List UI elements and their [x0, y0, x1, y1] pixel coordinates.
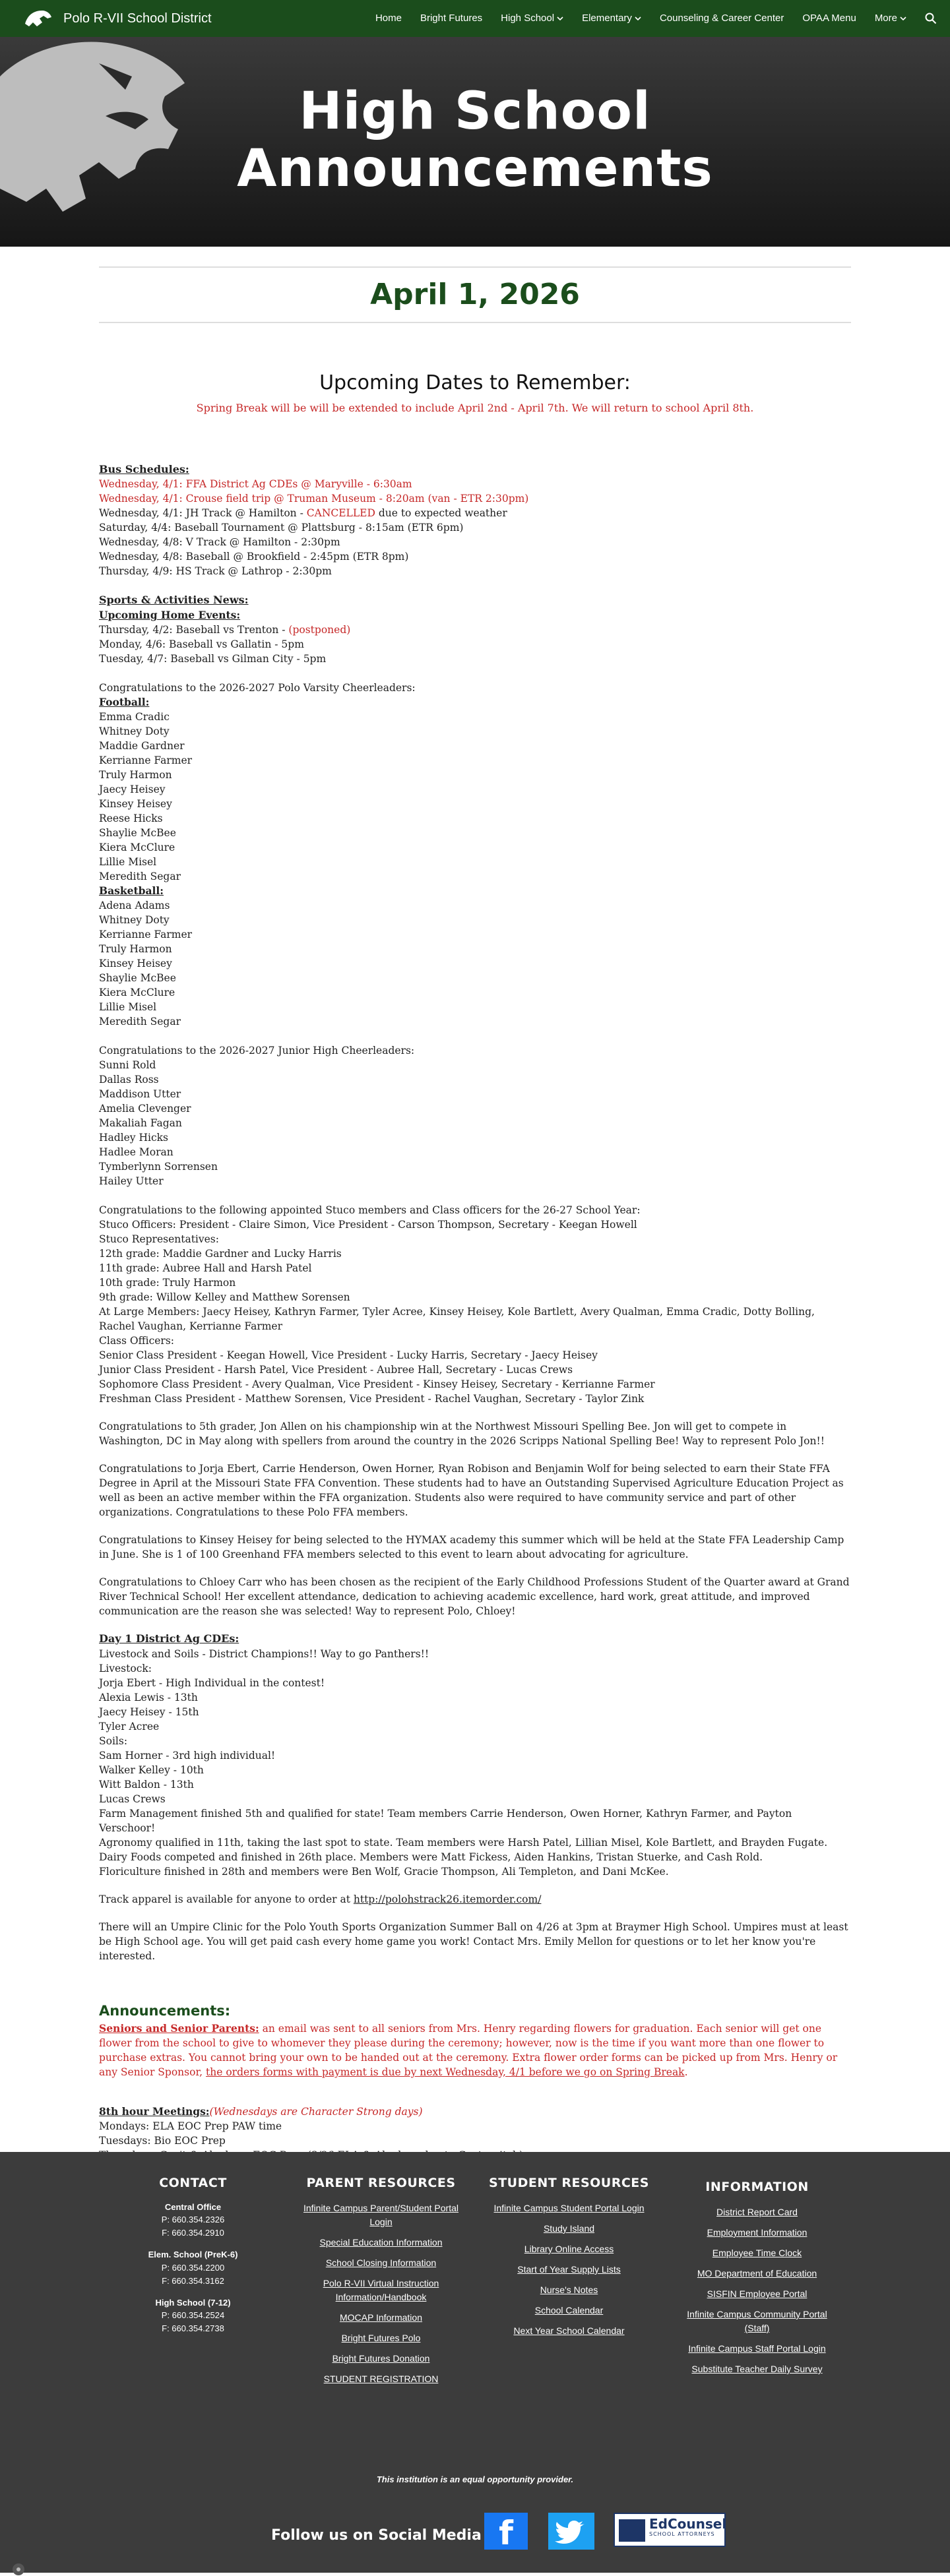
footer-link[interactable]: Employment Information — [707, 2226, 808, 2238]
contact-group — [99, 2249, 287, 2287]
cheerleader-name: Kerrianne Farmer — [99, 929, 193, 941]
home-events-title: Upcoming Home Events: — [99, 609, 241, 622]
main-content — [99, 247, 851, 2162]
contact-group — [99, 2201, 287, 2240]
top-navigation — [0, 0, 950, 37]
contact-group — [99, 2297, 287, 2335]
cheerleader-name: Maddison Utter — [99, 1088, 181, 1101]
search-icon[interactable] — [925, 13, 937, 24]
cheerleader-name: Maddie Gardner — [99, 740, 185, 752]
basketball-cheer-list — [99, 898, 851, 1029]
eighth-hour-heading: 8th hour Meetings:(Wednesdays are Character Strong days) — [99, 2104, 423, 2118]
bus-line: Thursday, 4/9: HS Track @ Lathrop - 2:30pm — [99, 565, 332, 578]
cde-result-line: Agronomy qualified in 11th, taking the last spot to state. Team members were Harsh Patel, Lillian Misel, Kole Bartlett, and Brayden Fugate. — [99, 1836, 828, 1849]
contact-group-name: Elem. School (PreK-6) — [148, 2250, 238, 2260]
umpire-clinic-paragraph: There will an Umpire Clinic for the Polo Youth Sports Organization Summer Ball on 4/26 at 3pm at Braymer High School. Umpires must at least be High School age. You will get paid cash every home game you work! Contact Mrs. Emily Mellon for questions or to let her know you're interested. — [99, 1920, 848, 1962]
football-label: Football: — [99, 696, 150, 709]
cde-result-line: Farm Management finished 5th and qualified for state! Team members Carrie Henderson, Owen Horner, Kathryn Farmer, and Payton Verschoor! — [99, 1807, 792, 1834]
chevron-down-icon — [557, 16, 563, 21]
basketball-label: Basketball: — [99, 884, 164, 898]
footer-link[interactable]: Infinite Campus Parent/Student Portal Login — [303, 2202, 459, 2227]
bus-line: Wednesday, 4/8: V Track @ Hamilton - 2:30pm — [99, 536, 340, 549]
cheerleader-name: Jaecy Heisey — [99, 783, 166, 796]
footer-link[interactable]: Next Year School Calendar — [513, 2325, 625, 2336]
contact-phone: P: 660.354.2200 — [161, 2262, 225, 2273]
stuco-section — [99, 1203, 851, 1406]
cheerleader-name: Reese Hicks — [99, 813, 163, 825]
nav-bright-futures[interactable]: Bright Futures — [420, 13, 483, 24]
cde-result-line: Livestock and Soils - District Champions!! Way to go Panthers!! — [99, 1647, 429, 1660]
information-heading: INFORMATION — [705, 2180, 809, 2194]
sports-news — [99, 593, 851, 666]
cde-result-line: Floriculture finished in 28th and members were Ben Wolf, Gracie Thompson, Ali Templeton, and Dani McKee. — [99, 1865, 669, 1878]
cheerleader-name: Hadley Hicks — [99, 1132, 168, 1144]
stuco-line: Freshman Class President - Matthew Sorensen, Vice President - Rachel Vaughan, Secretary - Taylor Zink — [99, 1393, 645, 1405]
cde-result-line: Jaecy Heisey - 15th — [99, 1705, 199, 1718]
stuco-line: Stuco Representatives: — [99, 1233, 219, 1246]
stuco-line: 10th grade: Truly Harmon — [99, 1277, 236, 1289]
footer-link[interactable]: School Closing Information — [325, 2257, 437, 2268]
bus-schedules-title: Bus Schedules: — [99, 462, 189, 475]
student-of-quarter-paragraph: Congratulations to Chloey Carr who has been chosen as the recipient of the Early Childhood Professions Student of the Quarter award at Grand River Technical School! Her excellent attendance, dedication to achieving academic excellence, hard work, great attitude, and improved communication are the reason she was selected! Way to represent Polo, Chloey! — [99, 1576, 850, 1618]
follow-social-heading: Follow us on Social Media — [271, 2527, 482, 2544]
cheerleader-name: Tymberlynn Sorrensen — [99, 1161, 218, 1173]
jh-cheer-intro: Congratulations to the 2026-2027 Junior High Cheerleaders: — [99, 1045, 415, 1057]
stuco-line: Stuco Officers: President - Claire Simon, Vice President - Carson Thompson, Secretary - Keegan Howell — [99, 1219, 637, 1231]
footer-parent-resources — [287, 2174, 475, 2393]
seniors-announcement: Seniors and Senior Parents: an email was sent to all seniors from Mrs. Henry regarding flowers for graduation. Each senior will get one flower from the school to give to whomever they please during the ceremony; however, now is the time if you want more than one flower to purchase extras. You cannot bring your own to be handed out at the ceremony. Extra flower order forms can be picked up from Mrs. Henry or any Senior Sponsor, the orders forms with payment is due by next Wednesday, 4/1 before we go on Spring Break. — [99, 2021, 838, 2078]
contact-fax: F: 660.354.2910 — [162, 2228, 224, 2238]
parent-resources-heading: PARENT RESOURCES — [306, 2176, 456, 2190]
stuco-line: Junior Class President - Harsh Patel, Vice President - Aubree Hall, Secretary - Lucas Crews — [99, 1364, 573, 1376]
ag-cde-results — [99, 1632, 851, 1879]
bus-line: Saturday, 4/4: Baseball Tournament @ Plattsburg - 8:15am (ETR 6pm) — [99, 522, 464, 534]
contact-phone: P: 660.354.2524 — [161, 2310, 225, 2321]
settings-icon[interactable] — [12, 2563, 25, 2576]
footer-link[interactable]: Nurse's Notes — [540, 2284, 598, 2295]
footer-link[interactable]: Bright Futures Donation — [332, 2352, 430, 2364]
footer-link[interactable]: School Calendar — [534, 2304, 604, 2315]
cheerleader-name: Hadlee Moran — [99, 1146, 174, 1159]
footer-link[interactable]: MOCAP Information — [339, 2312, 422, 2323]
stuco-line: Congratulations to the following appointed Stuco members and Class officers for the 26-27 School Year: — [99, 1204, 641, 1217]
footer-link[interactable]: Start of Year Supply Lists — [517, 2263, 621, 2275]
footer-link[interactable]: Library Online Access — [524, 2243, 614, 2254]
cheerleader-name: Shaylie McBee — [99, 827, 176, 840]
jh-cheer-list — [99, 1058, 851, 1188]
edcounsel-logo-icon — [619, 2519, 645, 2542]
cheerleader-name: Kerrianne Farmer — [99, 754, 193, 767]
home-event: Thursday, 4/2: Baseball vs Trenton - (postponed) — [99, 624, 351, 636]
upcoming-dates-heading: Upcoming Dates to Remember: — [319, 371, 631, 394]
cheerleader-name: Kiera McClure — [99, 987, 175, 999]
spelling-bee-paragraph: Congratulations to 5th grader, Jon Allen on his championship win at the Northwest Missouri Spelling Bee. Jon will get to compete in Washington, DC in May along with spellers from around the country in the 2026 Scripps National Spelling Bee! Way to represent Polo Jon!! — [99, 1421, 825, 1448]
meeting-line: Tuesdays: Bio EOC Prep — [99, 2134, 226, 2147]
contact-group-name: Central Office — [164, 2201, 222, 2212]
footer-link[interactable]: Polo R-VII Virtual Instruction Information/Handbook — [323, 2277, 439, 2302]
cheerleader-name: Lillie Misel — [99, 856, 157, 869]
footer-link[interactable]: Study Island — [543, 2223, 595, 2234]
divider — [99, 322, 851, 323]
ffa-degree-paragraph: Congratulations to Jorja Ebert, Carrie Henderson, Owen Horner, Ryan Robison and Benjamin Wolf for being selected to earn their State FFA Degree in April at the Missouri State FFA Convention. These students had to have an Outstanding Supervised Agriculture Education Project as well as been an active member within the FFA organization. Students also were required to have community service and part of other organizations. Congratulations to these Polo FFA members. — [99, 1463, 844, 1519]
cheerleader-name: Whitney Doty — [99, 914, 170, 927]
twitter-icon[interactable] — [548, 2513, 594, 2550]
bus-line: Wednesday, 4/1: Crouse field trip @ Truman Museum - 8:20am (van - ETR 2:30pm) — [99, 493, 529, 505]
chevron-down-icon — [900, 16, 906, 21]
track-apparel-paragraph: Track apparel is available for anyone to order at http://polohstrack26.itemorder.com/ — [99, 1893, 542, 1905]
student-links — [475, 2201, 663, 2338]
hymax-paragraph: Congratulations to Kinsey Heisey for being selected to the HYMAX academy this summer which will be held at the State FFA Leadership Camp in June. She is 1 of 100 Greenhand FFA members selected to this event to learn about advocating for agriculture. — [99, 1534, 844, 1561]
footer-link[interactable]: Infinite Campus Student Portal Login — [493, 2202, 645, 2213]
nav-elementary[interactable]: Elementary — [582, 11, 641, 25]
cheerleader-name: Sunni Rold — [99, 1059, 156, 1072]
track-apparel-link[interactable]: http://polohstrack26.itemorder.com/ — [353, 1893, 542, 1905]
cheerleader-name: Truly Harmon — [99, 769, 172, 782]
stuco-line: Senior Class President - Keegan Howell, Vice President - Lucky Harris, Secretary - Jaecy Heisey — [99, 1349, 598, 1362]
nav-counseling[interactable]: Counseling & Career Center — [659, 13, 784, 24]
footer-link[interactable]: Bright Futures Polo — [341, 2332, 421, 2343]
footer-link[interactable]: Infinite Campus Staff Portal Login — [688, 2343, 826, 2354]
cheerleader-name: Lillie Misel — [99, 1001, 157, 1014]
footer-link[interactable]: Special Education Information — [319, 2236, 443, 2248]
ag-cde-title: Day 1 District Ag CDEs: — [99, 1632, 239, 1645]
nav-more[interactable]: More — [875, 11, 906, 25]
cheerleader-name: Emma Cradic — [99, 711, 170, 723]
contact-heading: CONTACT — [159, 2176, 227, 2190]
cheerleader-name: Whitney Doty — [99, 725, 170, 738]
footer — [0, 2152, 950, 2573]
footer-link[interactable]: District Report Card — [716, 2206, 798, 2217]
contact-group-name: High School (7-12) — [155, 2297, 231, 2308]
cheerleader-name: Meredith Segar — [99, 1016, 181, 1028]
bus-line: Wednesday, 4/8: Baseball @ Brookfield - 2:45pm (ETR 8pm) — [99, 551, 409, 563]
cde-result-line: Livestock: — [99, 1662, 152, 1674]
cheerleader-name: Kinsey Heisey — [99, 798, 172, 811]
cde-result-line: Soils: — [99, 1734, 128, 1747]
contact-phone: P: 660.354.2326 — [161, 2215, 225, 2225]
cheerleader-name: Hailey Utter — [99, 1175, 164, 1188]
contact-fax: F: 660.354.2738 — [162, 2323, 224, 2334]
contact-groups — [99, 2201, 287, 2335]
cde-result-line: Walker Kelley - 10th — [99, 1763, 204, 1776]
footer-link[interactable]: SISFIN Employee Portal — [707, 2288, 808, 2299]
footer-link[interactable]: MO Department of Education — [697, 2267, 817, 2279]
cheerleader-name: Amelia Clevenger — [99, 1103, 191, 1115]
footer-columns — [99, 2174, 851, 2393]
stuco-line: At Large Members: Jaecy Heisey, Kathryn Farmer, Tyler Acree, Kinsey Heisey, Kole Bartlett, Avery Qualman, Emma Cradic, Dotty Bolling, Rachel Vaughan, Kerrianne Farmer — [99, 1306, 815, 1333]
chevron-down-icon — [635, 16, 641, 21]
footer-student-resources — [475, 2174, 663, 2393]
cheerleader-name: Kinsey Heisey — [99, 958, 172, 970]
stuco-line: 12th grade: Maddie Gardner and Lucky Harris — [99, 1248, 342, 1260]
info-links — [663, 2205, 851, 2376]
footer-link[interactable]: Employee Time Clock — [712, 2247, 802, 2258]
stuco-line: Class Officers: — [99, 1335, 175, 1347]
nav-opaa-menu[interactable]: OPAA Menu — [802, 13, 856, 24]
cde-result-line: Sam Horner - 3rd high individual! — [99, 1749, 276, 1762]
equal-opportunity-notice: This institution is an equal opportunity provider. — [376, 2474, 574, 2484]
football-cheer-list — [99, 710, 851, 884]
footer-link[interactable]: STUDENT REGISTRATION — [323, 2373, 439, 2384]
sports-news-title: Sports & Activities News: — [99, 594, 249, 607]
cde-result-line: Jorja Ebert - High Individual in the contest! — [99, 1676, 325, 1689]
bus-line: Wednesday, 4/1: FFA District Ag CDEs @ Maryville - 6:30am — [99, 478, 412, 491]
cde-result-line: Witt Baldon - 13th — [99, 1778, 194, 1791]
character-strong-note: (Wednesdays are Character Strong days) — [209, 2105, 423, 2118]
contact-fax: F: 660.354.3162 — [162, 2275, 224, 2286]
footer-contact — [99, 2174, 287, 2393]
stuco-line: 9th grade: Willow Kelley and Matthew Sorensen — [99, 1291, 350, 1304]
footer-link[interactable]: Substitute Teacher Daily Survey — [691, 2363, 823, 2374]
stuco-line: Sophomore Class President - Avery Qualman, Vice President - Kinsey Heisey, Secretary - Kerrianne Farmer — [99, 1378, 655, 1391]
hero-banner — [0, 37, 950, 247]
spring-break-notice: Spring Break will be will be extended to include April 2nd - April 7th. We will return to school April 8th. — [196, 402, 754, 414]
site-name[interactable]: Polo R-VII School District — [63, 11, 212, 26]
student-resources-heading: STUDENT RESOURCES — [489, 2176, 649, 2190]
announcements-section — [99, 2002, 851, 2079]
cde-result-line: Lucas Crews — [99, 1793, 166, 1805]
cheerleader-name: Truly Harmon — [99, 943, 172, 956]
cheerleader-name: Dallas Ross — [99, 1074, 159, 1086]
announcement-date: April 1, 2026 — [370, 278, 580, 311]
bus-schedules — [99, 462, 851, 579]
panther-logo-icon[interactable] — [24, 8, 53, 29]
varsity-cheer — [99, 681, 851, 1029]
meeting-line: Mondays: ELA EOC Prep PAW time — [99, 2120, 282, 2132]
jh-cheer — [99, 1043, 851, 1188]
nav-high-school[interactable]: High School — [501, 11, 563, 25]
cde-result-line: Alexia Lewis - 13th — [99, 1691, 198, 1703]
cheerleader-name: Meredith Segar — [99, 871, 181, 883]
cheerleader-name: Kiera McClure — [99, 842, 175, 854]
parent-links — [287, 2201, 475, 2386]
order-forms-link[interactable]: the orders forms with payment is due by next Wednesday, 4/1 before we go on Spring Break — [206, 2066, 685, 2078]
divider — [99, 266, 851, 268]
nav-home[interactable]: Home — [375, 13, 402, 24]
nav-links — [375, 0, 937, 37]
cde-result-line: Tyler Acree — [99, 1720, 160, 1733]
page-title: High School Announcements — [237, 82, 713, 199]
home-event: Tuesday, 4/7: Baseball vs Gilman City - 5pm — [99, 653, 327, 665]
stuco-line: 11th grade: Aubree Hall and Harsh Patel — [99, 1262, 312, 1275]
facebook-icon[interactable]: f — [484, 2513, 528, 2550]
cde-result-line: Dairy Foods competed and finished in 26th place. Members were Matt Fickess, Aiden Hankins, Tristan Stuerke, and Cash Rold. — [99, 1851, 763, 1863]
cheerleader-name: Makaliah Fagan — [99, 1117, 182, 1130]
home-event: Monday, 4/6: Baseball vs Gallatin - 5pm — [99, 638, 304, 651]
cheerleader-name: Adena Adams — [99, 900, 170, 912]
varsity-cheer-intro: Congratulations to the 2026-2027 Polo Varsity Cheerleaders: — [99, 682, 416, 694]
footer-information — [663, 2174, 851, 2393]
ag-cde-list — [99, 1647, 851, 1879]
bus-line: Wednesday, 4/1: JH Track @ Hamilton - CANCELLED due to expected weather — [99, 507, 507, 520]
announcements-title: Announcements: — [99, 2002, 231, 2019]
edcounsel-logo[interactable]: EdCounsel SCHOOL ATTORNEYS — [614, 2513, 726, 2547]
cheerleader-name: Shaylie McBee — [99, 972, 176, 985]
footer-link[interactable]: Infinite Campus Community Portal (Staff) — [687, 2308, 827, 2333]
